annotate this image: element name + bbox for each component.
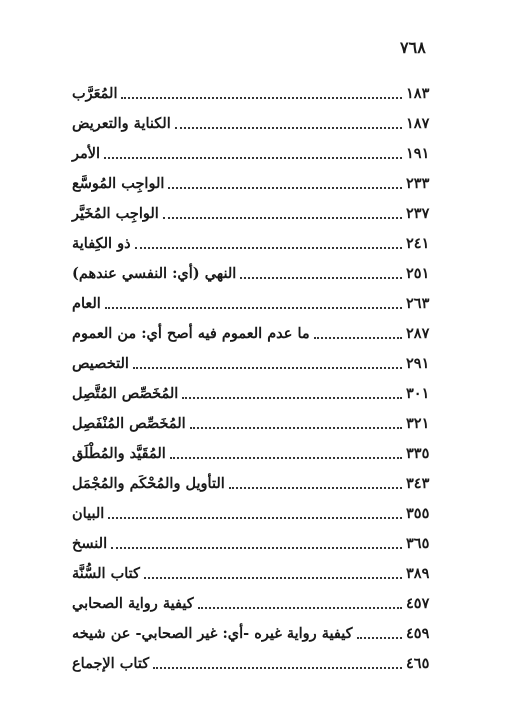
toc-entry-page: ٣٨٩ bbox=[406, 564, 430, 582]
dot-leader bbox=[182, 396, 402, 399]
toc-entry-title: البيان bbox=[72, 504, 105, 522]
dot-leader bbox=[104, 156, 402, 159]
table-of-contents bbox=[68, 78, 442, 678]
toc-entry-title: النهي (أي: النفسي عندهم) bbox=[72, 264, 237, 282]
toc-entry bbox=[68, 498, 442, 528]
toc-entry bbox=[68, 438, 442, 468]
dot-leader bbox=[144, 576, 402, 579]
toc-entry-page: ٣٤٣ bbox=[406, 474, 430, 492]
toc-entry bbox=[68, 348, 442, 378]
toc-entry-title: العام bbox=[72, 294, 101, 312]
dot-leader bbox=[229, 486, 402, 489]
toc-entry-title: التأويل والمُحْكَم والمُجْمَل bbox=[72, 474, 225, 492]
toc-entry bbox=[68, 408, 442, 438]
toc-entry-title: ذو الكِفاية bbox=[72, 234, 131, 252]
toc-entry-page: ٣٢١ bbox=[406, 414, 430, 432]
dot-leader bbox=[168, 186, 402, 189]
toc-entry bbox=[68, 468, 442, 498]
dot-leader bbox=[175, 126, 402, 129]
dot-leader bbox=[198, 606, 402, 609]
toc-entry bbox=[68, 108, 442, 138]
toc-entry bbox=[68, 198, 442, 228]
toc-entry-title: ما عدم العموم فيه أصح أي: من العموم bbox=[72, 324, 310, 342]
toc-entry-title: الأمر bbox=[72, 144, 101, 162]
dot-leader bbox=[135, 246, 402, 249]
toc-entry-title: كيفية رواية الصحابي bbox=[72, 594, 194, 612]
toc-entry bbox=[68, 588, 442, 618]
dot-leader bbox=[153, 666, 402, 669]
dot-leader bbox=[163, 216, 402, 219]
toc-entry-page: ٣٥٥ bbox=[406, 504, 430, 522]
page-number: ٧٦٨ bbox=[400, 38, 426, 57]
toc-entry-page: ٢٨٧ bbox=[406, 324, 430, 342]
dot-leader bbox=[133, 366, 402, 369]
toc-entry bbox=[68, 258, 442, 288]
toc-entry-title: المُخَصِّص المُنْفَصِل bbox=[72, 414, 186, 432]
toc-entry bbox=[68, 618, 442, 648]
toc-entry-title: المُعَرَّب bbox=[72, 84, 118, 102]
toc-entry-title: كتاب الإجماع bbox=[72, 654, 150, 672]
toc-entry-page: ٢٩١ bbox=[406, 354, 430, 372]
dot-leader bbox=[121, 96, 402, 99]
toc-entry-page: ١٨٧ bbox=[406, 114, 430, 132]
toc-entry-page: ٤٥٩ bbox=[406, 624, 430, 642]
toc-entry-title: النسخ bbox=[72, 534, 108, 552]
toc-entry-page: ٢٦٣ bbox=[406, 294, 430, 312]
dot-leader bbox=[108, 516, 402, 519]
toc-entry-page: ١٩١ bbox=[406, 144, 430, 162]
toc-entry bbox=[68, 378, 442, 408]
toc-entry-title: التخصيص bbox=[72, 354, 129, 372]
dot-leader bbox=[111, 546, 402, 549]
toc-entry-page: ٤٥٧ bbox=[406, 594, 430, 612]
toc-entry-title: المُخَصِّص المُتَّصِل bbox=[72, 384, 179, 402]
toc-entry-page: ٢٥١ bbox=[406, 264, 430, 282]
toc-entry bbox=[68, 648, 442, 678]
dot-leader bbox=[105, 306, 402, 309]
toc-entry-page: ٣٣٥ bbox=[406, 444, 430, 462]
toc-entry-page: ٢٣٣ bbox=[406, 174, 430, 192]
dot-leader bbox=[240, 276, 402, 279]
dot-leader bbox=[314, 336, 402, 339]
toc-entry bbox=[68, 318, 442, 348]
toc-entry-title: الواجِب المُوسَّع bbox=[72, 174, 165, 192]
toc-entry bbox=[68, 138, 442, 168]
dot-leader bbox=[357, 636, 403, 639]
dot-leader bbox=[190, 426, 402, 429]
toc-entry bbox=[68, 78, 442, 108]
dot-leader bbox=[170, 456, 402, 459]
toc-entry-page: ٢٣٧ bbox=[406, 204, 430, 222]
toc-entry bbox=[68, 228, 442, 258]
toc-entry-title: الكناية والتعريض bbox=[72, 114, 171, 132]
toc-entry bbox=[68, 288, 442, 318]
toc-entry bbox=[68, 528, 442, 558]
toc-entry bbox=[68, 168, 442, 198]
toc-entry-page: ٣٠١ bbox=[406, 384, 430, 402]
toc-entry-page: ٣٦٥ bbox=[406, 534, 430, 552]
toc-entry-title: المُقَيَّد والمُطْلَق bbox=[72, 444, 166, 462]
toc-entry-page: ٢٤١ bbox=[406, 234, 430, 252]
toc-entry-title: كتاب السُّنَّة bbox=[72, 564, 140, 582]
toc-entry-page: ٤٦٥ bbox=[406, 654, 430, 672]
toc-entry-page: ١٨٣ bbox=[406, 84, 430, 102]
toc-entry-title: كيفية رواية غيره -أي: غير الصحابي- عن شيخه bbox=[72, 624, 353, 642]
toc-entry-title: الواجِب المُخَيَّر bbox=[72, 204, 159, 222]
toc-entry bbox=[68, 558, 442, 588]
